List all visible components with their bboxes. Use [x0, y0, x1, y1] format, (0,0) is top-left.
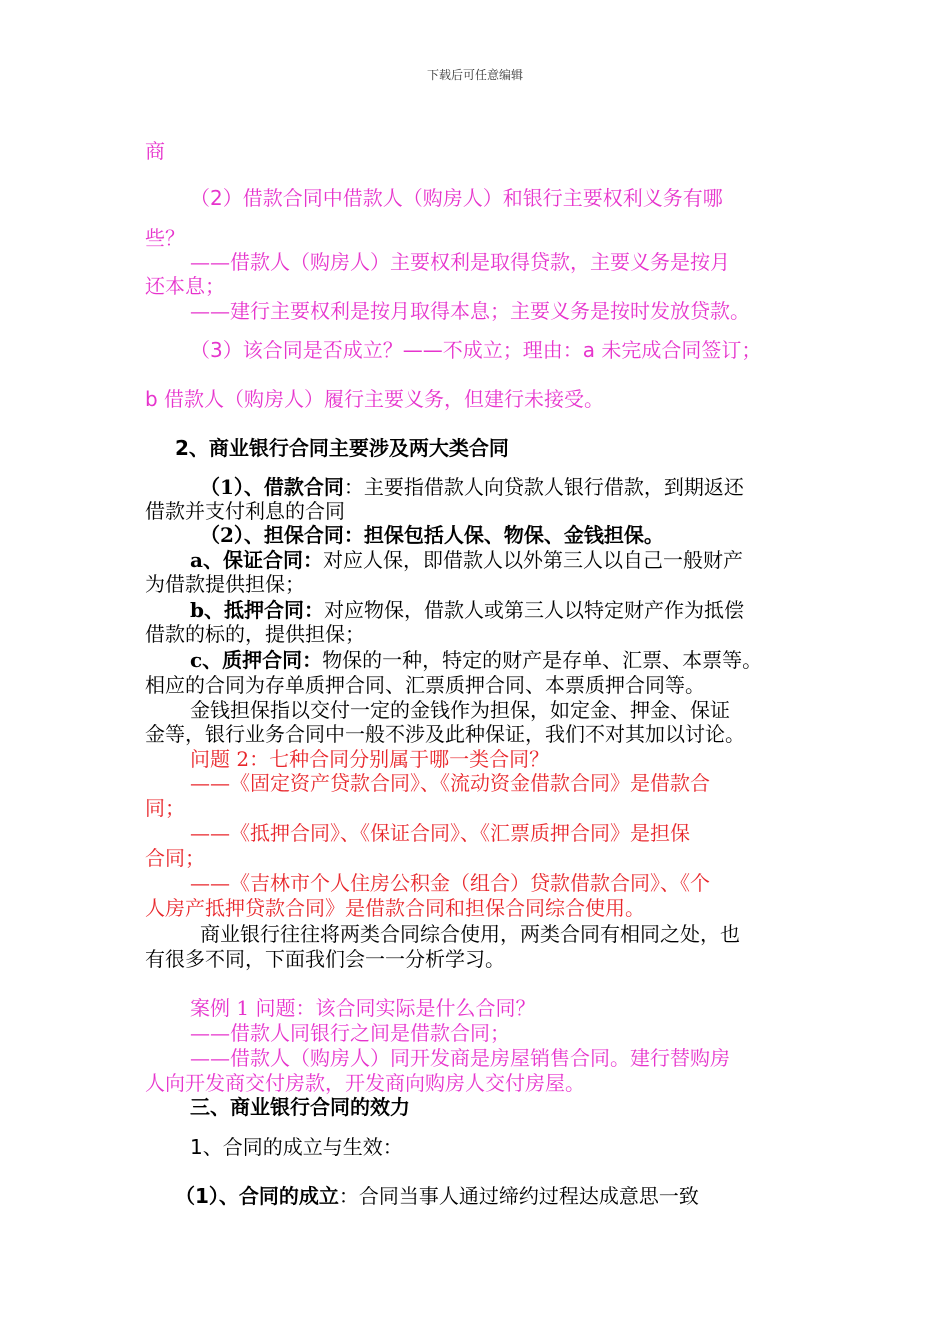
guarantee-c-label: c、质押合同： [190, 648, 323, 672]
answer-line: 同； [145, 796, 185, 820]
text-line: 金等，银行业务合同中一般不涉及此种保证，我们不对其加以讨论。 [145, 722, 745, 746]
guarantee-a-text: 对应人保，即借款人以外第三人以自己一般财产 [322, 548, 743, 572]
loan-contract-line [200, 474, 815, 500]
answer-line: 合同； [145, 846, 205, 870]
subsection-heading: 1、合同的成立与生效： [190, 1135, 403, 1159]
question-line: （3）该合同是否成立？——不成立；理由：a 未完成合同签订； [190, 338, 762, 362]
loan-contract-text: ：主要指借款人向贷款人银行借款，到期返还 [343, 475, 744, 499]
contract-formation-text: ：合同当事人通过缔约过程达成意思一致 [338, 1184, 699, 1208]
guarantee-a-line [190, 547, 815, 573]
text-line: 金钱担保指以交付一定的金钱作为担保，如定金、押金、保证 [190, 698, 730, 722]
guarantee-c-line [190, 647, 815, 673]
text-line: 些？ [145, 226, 185, 250]
section-heading: 2、商业银行合同主要涉及两大类合同 [175, 436, 509, 460]
text-line: 商业银行往往将两类合同综合使用，两类合同有相同之处，也 [200, 922, 740, 946]
text-line: 相应的合同为存单质押合同、汇票质押合同、本票质押合同等。 [145, 673, 705, 697]
answer-line: 还本息； [145, 274, 225, 298]
answer-line: 人房产抵押贷款合同》是借款合同和担保合同综合使用。 [145, 896, 645, 920]
guarantee-a-label: a、保证合同： [190, 548, 323, 572]
question-line: （2）借款合同中借款人（购房人）和银行主要权利义务有哪 [190, 186, 723, 210]
text-line: 借款的标的，提供担保； [145, 622, 365, 646]
answer-line: ——借款人同银行之间是借款合同； [190, 1021, 510, 1045]
guarantee-b-line [190, 597, 815, 623]
contract-formation-label: （1）、合同的成立 [175, 1184, 339, 1208]
text-line: 借款并支付利息的合同 [145, 499, 345, 523]
answer-line: ——《吉林市个人住房公积金（组合）贷款借款合同》、《个 [190, 871, 710, 895]
text-line: 商 [145, 139, 165, 163]
text-line: 有很多不同，下面我们会一一分析学习。 [145, 947, 505, 971]
guarantee-b-text: 对应物保，借款人或第三人以特定财产作为抵偿 [323, 598, 744, 622]
section-heading: 三、商业银行合同的效力 [190, 1095, 410, 1119]
guarantee-c-text: 物保的一种，特定的财产是存单、汇票、本票等。 [322, 648, 763, 672]
answer-line: ——《固定资产贷款合同》、《流动资金借款合同》是借款合 [190, 771, 710, 795]
loan-contract-label: （1）、借款合同 [200, 475, 344, 499]
question-line: 问题 2：七种合同分别属于哪一类合同？ [190, 747, 550, 771]
case-question-line: 案例 1 问题：该合同实际是什么合同？ [190, 996, 536, 1020]
contract-formation-line [175, 1183, 815, 1209]
text-line: 为借款提供担保； [145, 572, 305, 596]
answer-line: ——借款人（购房人）同开发商是房屋销售合同。建行替购房 [190, 1046, 730, 1070]
guarantee-b-label: b、抵押合同： [190, 598, 324, 622]
answer-line: ——《抵押合同》、《保证合同》、《汇票质押合同》是担保 [190, 821, 690, 845]
answer-line: 人向开发商交付房款，开发商向购房人交付房屋。 [145, 1071, 585, 1095]
answer-line: ——借款人（购房人）主要权利是取得贷款，主要义务是按月 [190, 250, 730, 274]
answer-line: b 借款人（购房人）履行主要义务，但建行未接受。 [145, 387, 605, 411]
guarantee-contract-line: （2）、担保合同：担保包括人保、物保、金钱担保。 [200, 523, 664, 547]
page-header: 下载后可任意编辑 [426, 68, 523, 82]
answer-line: ——建行主要权利是按月取得本息；主要义务是按时发放贷款。 [190, 299, 750, 323]
